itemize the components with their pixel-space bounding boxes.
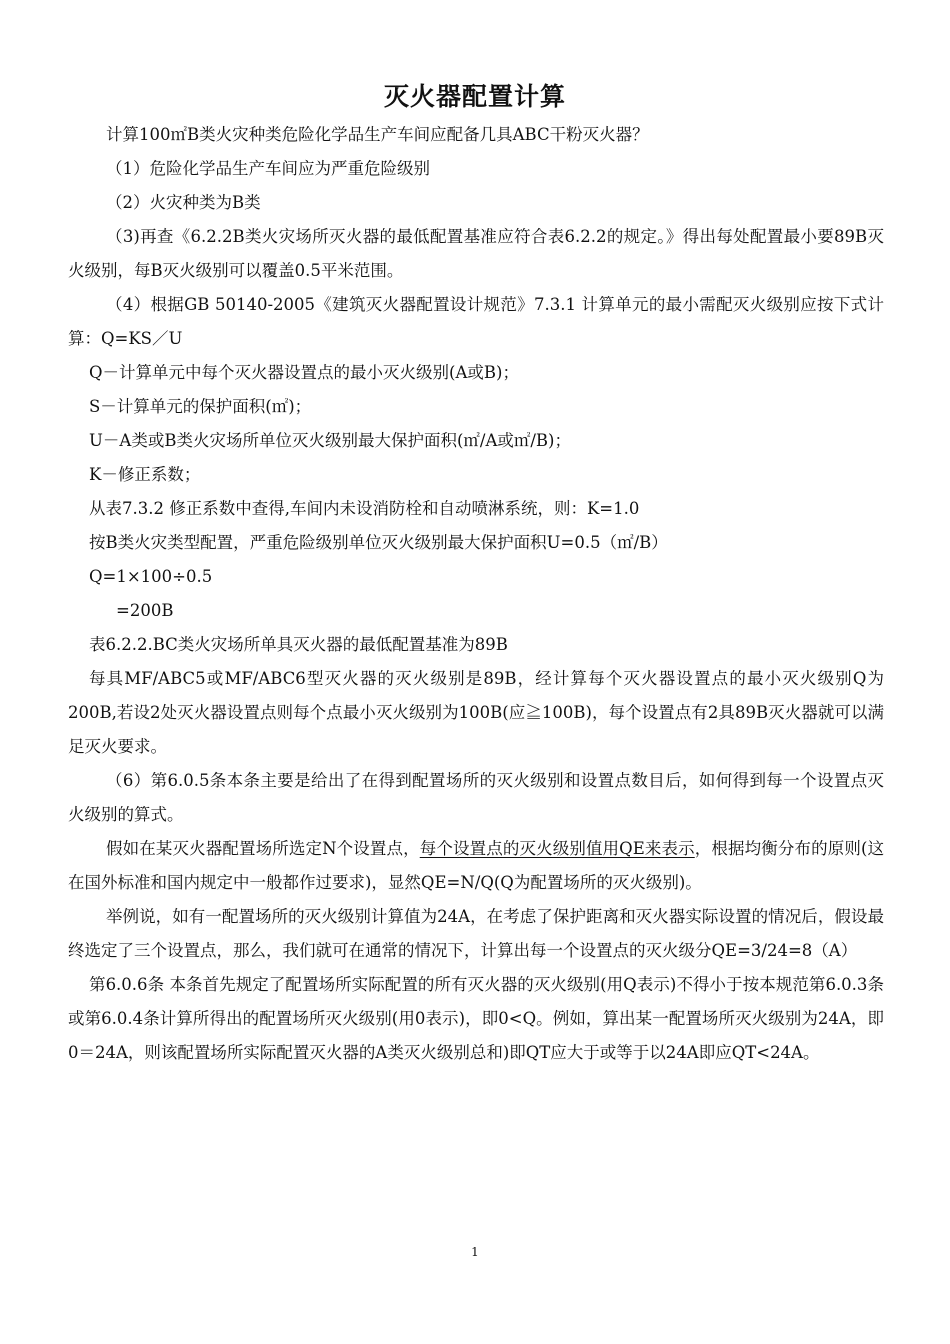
paragraph-qe-definition: [68, 832, 884, 900]
qe-text-before: 假如在某灭火器配置场所选定N个设置点，: [106, 839, 420, 858]
definition-k: K－修正系数；: [89, 465, 201, 484]
paragraph-extinguisher-count: 每具MF/ABC5或MF/ABC6型灭火器的灭火级别是89B，经计算每个灭火器设置点的最小灭火级别Q为200B,若设2处灭火器设置点则每个点最小灭火级别为100B(应≧100B)，每个设置点有2具89B灭火器就可以满足灭火要求。: [68, 669, 884, 756]
paragraph-step-4: （4）根据GB 50140-2005《建筑灭火器配置设计规范》7.3.1 计算单元的最小需配灭火级别应按下式计算：Q=KS／U: [68, 295, 884, 348]
qe-underlined-text: 每个设置点的灭火级别值用QE来表示: [419, 839, 695, 858]
paragraph-step-2: （2）火灾种类为B类: [106, 193, 261, 212]
document-body: [68, 118, 884, 1070]
page-number: 1: [471, 1245, 479, 1259]
paragraph-step-6: （6）第6.0.5条本条主要是给出了在得到配置场所的灭火级别和设置点数目后，如何得到每一个设置点灭火级别的算式。: [68, 771, 884, 824]
paragraph-example: 举例说，如有一配置场所的灭火级别计算值为24A，在考虑了保护距离和灭火器实际设置的情况后，假设最终选定了三个设置点，那么，我们就可在通常的情况下，计算出每一个设置点的灭火级分QE=3/24=8（A）: [68, 907, 884, 960]
formula-result: =200B: [116, 601, 174, 620]
paragraph-k-value: 从表7.3.2 修正系数中查得,车间内未设消防栓和自动喷淋系统，则：K=1.0: [89, 499, 640, 518]
qe-text-after: ，根据均衡分布的原则(这在国外标准和国内规定中一般都作过要求)，显然QE=N/Q(Q为配置场所的灭火级别)。: [68, 839, 885, 892]
paragraph-step-3: （3)再查《6.2.2B类火灾场所灭火器的最低配置基准应符合表6.2.2的规定。》得出每处配置最小要89B灭火级别，每B灭火级别可以覆盖0.5平米范围。: [68, 227, 884, 280]
paragraph-u-value: 按B类火灾类型配置，严重危险级别单位灭火级别最大保护面积U=0.5（㎡/B）: [89, 533, 668, 552]
definition-s: S－计算单元的保护面积(㎡)；: [89, 397, 312, 416]
definition-q: Q－计算单元中每个灭火器设置点的最小灭火级别(A或B)；: [89, 363, 519, 382]
document-title: 灭火器配置计算: [383, 82, 566, 111]
formula-q: Q=1×100÷0.5: [89, 567, 213, 586]
paragraph-step-1: （1）危险化学品生产车间应为严重危险级别: [106, 159, 430, 178]
definition-u: U－A类或B类火灾场所单位灭火级别最大保护面积(㎡/A或㎡/B)；: [89, 431, 571, 450]
paragraph-clause-606: 第6.0.6条 本条首先规定了配置场所实际配置的所有灭火器的灭火级别(用Q表示)不得小于按本规范第6.0.3条或第6.0.4条计算所得出的配置场所灭火级别(用0表示)，即0<Q。例如，算出某一配置场所灭火级别为24A，即0＝24A，则该配置场所实际配置灭火器的A类灭火级别总和)即QT应大于或等于以24A即应QT<24A。: [68, 975, 884, 1062]
paragraph-question: 计算100㎡B类火灾种类危险化学品生产车间应配备几具ABC干粉灭火器？: [106, 125, 649, 144]
paragraph-table-ref: 表6.2.2.BC类火灾场所单具灭火器的最低配置基准为89B: [89, 635, 508, 654]
